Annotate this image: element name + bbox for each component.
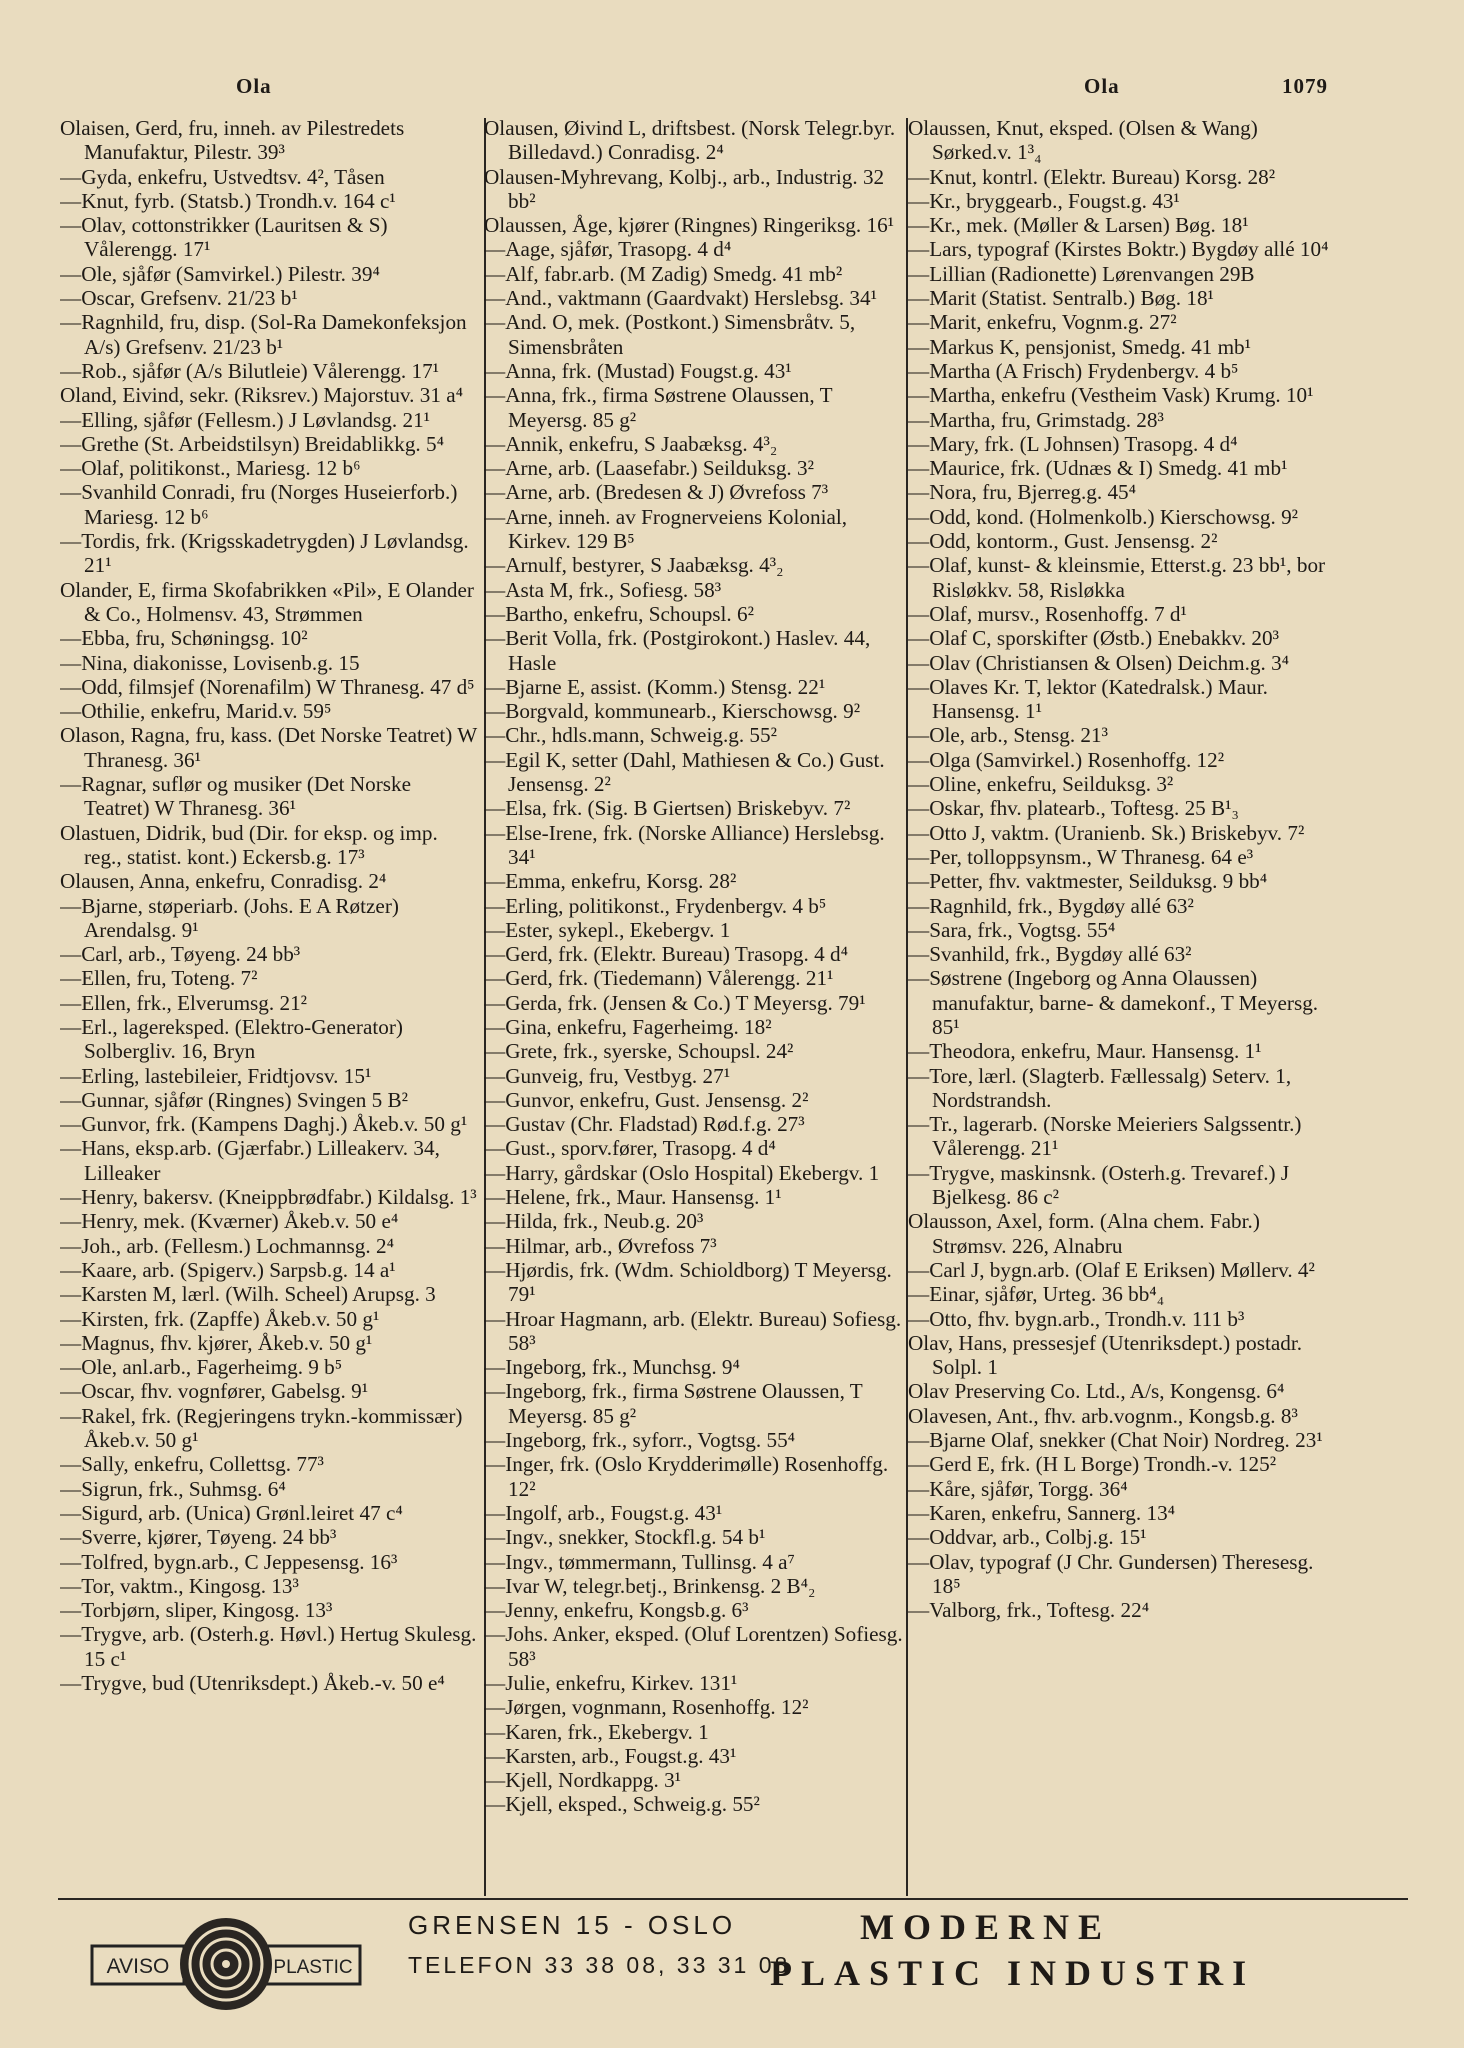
directory-entry: —Hilmar, arb., Øvrefoss 7³	[484, 1233, 717, 1258]
directory-entry: —Lillian (Radionette) Lørenvangen 29B	[908, 261, 1255, 286]
directory-entry: —Ingolf, arb., Fougst.g. 43¹	[484, 1500, 723, 1525]
directory-entry: —Elling, sjåfør (Fellesm.) J Løvlandsg. 21¹	[60, 407, 431, 432]
directory-entry: —Henry, bakersv. (Kneippbrødfabr.) Kildalsg. 1³	[60, 1185, 477, 1210]
directory-entry: —Erling, lastebileier, Fridtjovsv. 15¹	[60, 1063, 372, 1088]
directory-entry: —Kjell, Nordkappg. 3¹	[484, 1768, 682, 1793]
directory-entry: —Anna, frk., firma Søstrene Olaussen, T Meyersg. 85 g²	[484, 383, 833, 432]
directory-entry: —Knut, kontrl. (Elektr. Bureau) Korsg. 28²	[908, 164, 1276, 189]
directory-entry: —Bjarne E, assist. (Komm.) Stensg. 22¹	[484, 674, 826, 699]
directory-entry: —Einar, sjåfør, Urteg. 36 bb⁴₄	[908, 1282, 1165, 1307]
directory-entry: —Harry, gårdskar (Oslo Hospital) Ekebergv. 1	[484, 1160, 880, 1185]
directory-entry: —Tordis, frk. (Krigsskadetrygden) J Løvlandsg. 21¹	[60, 529, 469, 578]
directory-entry: —Grete, frk., syerske, Schoupsl. 24²	[484, 1039, 794, 1064]
directory-entry: —Gina, enkefru, Fagerheimg. 18²	[484, 1014, 772, 1039]
directory-entry: Olavesen, Ant., fhv. arb.vognm., Kongsb.g. 8³	[908, 1403, 1298, 1428]
directory-entry: —Trygve, maskinsnk. (Osterh.g. Trevaref.) J Bjelkesg. 86 c²	[908, 1160, 1290, 1210]
directory-entry: —Sally, enkefru, Collettsg. 77³	[60, 1452, 324, 1477]
directory-entry: —Karen, frk., Ekebergv. 1	[484, 1719, 709, 1744]
directory-entry: —Søstrene (Ingeborg og Anna Olaussen) manufaktur, barne- & damekonf., T Meyersg. 85¹	[908, 966, 1319, 1039]
directory-entry: —Olav, typograf (J Chr. Gundersen) Theresesg. 18⁵	[908, 1549, 1314, 1598]
directory-entry: —Helene, frk., Maur. Hansensg. 1¹	[484, 1185, 782, 1210]
directory-entry: —Martha, enkefru (Vestheim Vask) Krumg. 10¹	[908, 383, 1314, 408]
directory-entry: —Carl, arb., Tøyeng. 24 bb³	[60, 942, 301, 967]
directory-entry: —Othilie, enkefru, Marid.v. 59⁵	[60, 699, 332, 724]
directory-entry: —Joh., arb. (Fellesm.) Lochmannsg. 2⁴	[60, 1233, 394, 1258]
directory-entry: —Arne, arb. (Bredesen & J) Øvrefoss 7³	[484, 480, 829, 505]
directory-entry: —Tolfred, bygn.arb., C Jeppesensg. 16³	[60, 1549, 398, 1574]
directory-entry: —Egil K, setter (Dahl, Mathiesen & Co.) Gust. Jensensg. 2²	[484, 747, 885, 797]
directory-entry: —Oscar, fhv. vognfører, Gabelsg. 9¹	[60, 1379, 369, 1404]
header-right: Ola	[1084, 74, 1120, 98]
directory-entry: —Erling, politikonst., Frydenbergv. 4 b⁵	[484, 893, 827, 918]
column-3	[908, 116, 1330, 1896]
directory-entry: —Ellen, frk., Elverumsg. 21²	[60, 990, 308, 1015]
directory-entry: —Magnus, fhv. kjører, Åkeb.v. 50 g¹	[60, 1330, 373, 1355]
directory-entry: Olausen, Øivind L, driftsbest. (Norsk Telegr.byr. Billedavd.) Conradisg. 2⁴	[484, 116, 896, 165]
directory-entry: —Per, tolloppsynsm., W Thranesg. 64 e³	[908, 844, 1254, 869]
directory-entry: —Julie, enkefru, Kirkev. 131¹	[484, 1671, 738, 1695]
directory-entry: —Gyda, enkefru, Ustvedtsv. 4², Tåsen	[60, 164, 385, 189]
directory-entry: —Anna, frk. (Mustad) Fougst.g. 43¹	[484, 358, 792, 383]
advert-top-rule	[58, 1898, 1408, 1900]
directory-entry: —Otto J, vaktm. (Uranienb. Sk.) Briskebyv. 7²	[908, 820, 1305, 845]
directory-entry: —Svanhild Conradi, fru (Norges Huseierforb.) Mariesg. 12 b⁶	[60, 480, 458, 529]
directory-entry: —Gerd, frk. (Elektr. Bureau) Trasopg. 4 d⁴	[484, 942, 848, 967]
directory-entry: —Gustav (Chr. Fladstad) Rød.f.g. 27³	[484, 1112, 805, 1137]
directory-entry: —Karsten, arb., Fougst.g. 43¹	[484, 1743, 737, 1768]
directory-entry: —Ragnhild, frk., Bygdøy allé 63²	[908, 893, 1194, 918]
directory-entry: —Knut, fyrb. (Statsb.) Trondh.v. 164 c¹	[60, 188, 396, 213]
directory-entry: —Elsa, frk. (Sig. B Giertsen) Briskebyv. 7²	[484, 796, 851, 821]
directory-entry: —Rob., sjåfør (A/s Bilutleie) Vålerengg. 17¹	[60, 358, 440, 383]
directory-entry: Olaisen, Gerd, fru, inneh. av Pilestredets Manufaktur, Pilestr. 39³	[60, 116, 405, 165]
directory-entry: —Maurice, frk. (Udnæs & I) Smedg. 41 mb¹	[908, 456, 1288, 481]
directory-entry: —Oline, enkefru, Seilduksg. 3²	[908, 772, 1174, 797]
directory-entry: —Olaf, mursv., Rosenhoffg. 7 d¹	[908, 601, 1187, 626]
directory-entry: —Tor, vaktm., Kingosg. 13³	[60, 1573, 299, 1598]
column-1	[60, 116, 480, 1896]
directory-entry: —Inger, frk. (Oslo Krydderimølle) Rosenhoffg. 12²	[484, 1452, 889, 1501]
logo-right-text: PLASTIC	[273, 1957, 353, 1978]
directory-entry: —Alf, fabr.arb. (M Zadig) Smedg. 41 mb²	[484, 261, 843, 286]
directory-entry: —Sara, frk., Vogtsg. 55⁴	[908, 917, 1116, 942]
advert-slogan-1: MODERNE	[860, 1907, 1111, 1947]
directory-entry: —Annik, enkefru, S Jaabæksg. 4³₂	[484, 431, 778, 456]
directory-entry: —Chr., hdls.mann, Schweig.g. 55²	[484, 723, 777, 748]
directory-entry: Olason, Ragna, fru, kass. (Det Norske Teatret) W Thranesg. 36¹	[60, 723, 477, 772]
directory-entry: Oland, Eivind, sekr. (Riksrev.) Majorstuv. 31 a⁴	[60, 383, 464, 408]
directory-entry: —Marit (Statist. Sentralb.) Bøg. 18¹	[908, 286, 1214, 311]
aviso-plastic-logo	[86, 1912, 366, 2016]
directory-entry: —Petter, fhv. vaktmester, Seilduksg. 9 bb⁴	[908, 869, 1268, 894]
directory-entry: —Lars, typograf (Kirstes Boktr.) Bygdøy allé 10⁴	[908, 237, 1329, 262]
directory-entry: —Kr., bryggearb., Fougst.g. 43¹	[908, 188, 1180, 213]
directory-entry: —Odd, kond. (Holmenkolb.) Kierschowsg. 9²	[908, 504, 1299, 529]
directory-entry: —Ingv., tømmermann, Tullinsg. 4 a⁷	[484, 1549, 795, 1574]
directory-entry: —Johs. Anker, eksped. (Oluf Lorentzen) Sofiesg. 58³	[484, 1622, 903, 1671]
directory-entry: Olausson, Axel, form. (Alna chem. Fabr.) Strømsv. 226, Alnabru	[908, 1209, 1260, 1258]
directory-entry: —Ragnhild, fru, disp. (Sol-Ra Damekonfeksjon A/s) Grefsenv. 21/23 b¹	[60, 310, 467, 359]
directory-entry: —Odd, kontorm., Gust. Jensensg. 2²	[908, 529, 1218, 554]
directory-entry: —Carl J, bygn.arb. (Olaf E Eriksen) Møllerv. 4²	[908, 1257, 1315, 1282]
advert-slogan-2: PLASTIC INDUSTRI	[770, 1953, 1256, 1993]
directory-entry: —Hroar Hagmann, arb. (Elektr. Bureau) Sofiesg. 58³	[484, 1306, 902, 1355]
directory-entry: —Sverre, kjører, Tøyeng. 24 bb³	[60, 1525, 337, 1550]
directory-entry: —Borgvald, kommunearb., Kierschowsg. 9²	[484, 699, 861, 724]
directory-entry: —And., vaktmann (Gaardvakt) Herslebsg. 34¹	[484, 286, 877, 311]
directory-entry: —Kjell, eksped., Schweig.g. 55²	[484, 1792, 760, 1817]
directory-entry: —Ester, sykepl., Ekebergv. 1	[484, 917, 731, 942]
directory-entry: Olastuen, Didrik, bud (Dir. for eksp. og imp. reg., statist. kont.) Eckersb.g. 17³	[60, 820, 438, 869]
directory-entry: —Tr., lagerarb. (Norske Meieriers Salgssentr.) Vålerengg. 21¹	[908, 1112, 1302, 1161]
directory-entry: —Olaf, kunst- & kleinsmie, Etterst.g. 23 bb¹, bor Risløkkv. 58, Risløkka	[908, 553, 1326, 602]
directory-entry: —Ellen, fru, Toteng. 7²	[60, 966, 258, 991]
directory-entry: —Jenny, enkefru, Kongsb.g. 6³	[484, 1598, 749, 1623]
directory-entry: —Trygve, arb. (Osterh.g. Høvl.) Hertug Skulesg. 15 c¹	[60, 1622, 477, 1671]
directory-entry: —Nina, diakonisse, Lovisenb.g. 15	[60, 650, 360, 675]
directory-entry: Olav, Hans, pressesjef (Utenriksdept.) postadr. Solpl. 1	[908, 1330, 1303, 1380]
directory-entry: —Emma, enkefru, Korsg. 28²	[484, 869, 737, 894]
advert-phone: TELEFON 33 38 08, 33 31 08	[408, 1952, 791, 1978]
directory-entry: —Ole, anl.arb., Fagerheimg. 9 b⁵	[60, 1355, 343, 1380]
directory-entry: —Svanhild, frk., Bygdøy allé 63²	[908, 942, 1192, 967]
directory-entry: —Erl., lagereksped. (Elektro-Generator) Solbergliv. 16, Bryn	[60, 1014, 403, 1064]
header-left: Ola	[236, 74, 272, 98]
directory-entry: —Ebba, fru, Schøningsg. 10²	[60, 626, 308, 651]
directory-entry: —Ivar W, telegr.betj., Brinkensg. 2 B⁴₂	[484, 1573, 816, 1598]
directory-entry: —Hans, eksp.arb. (Gjærfabr.) Lilleakerv. 34, Lilleaker	[60, 1136, 440, 1185]
directory-entry: —Olaves Kr. T, lektor (Katedralsk.) Maur. Hansensg. 1¹	[908, 674, 1268, 724]
directory-entry: —Olav, cottonstrikker (Lauritsen & S) Vålerengg. 17¹	[60, 213, 388, 262]
directory-entry: —Ingeborg, frk., syforr., Vogtsg. 55⁴	[484, 1428, 796, 1453]
directory-entry: —Henry, mek. (Kværner) Åkeb.v. 50 e⁴	[60, 1209, 399, 1234]
directory-entry: —Asta M, frk., Sofiesg. 58³	[484, 577, 722, 602]
directory-entry: —Gerd E, frk. (H L Borge) Trondh.-v. 125²	[908, 1452, 1277, 1477]
advert-address: GRENSEN 15 - OSLO	[408, 1910, 737, 1940]
directory-entry: —Hilda, frk., Neub.g. 20³	[484, 1209, 704, 1234]
directory-entry: —Markus K, pensjonist, Smedg. 41 mb¹	[908, 334, 1251, 359]
directory-entry: —Sigrun, frk., Suhmsg. 6⁴	[60, 1476, 286, 1501]
directory-entry: —Ragnar, suflør og musiker (Det Norske Teatret) W Thranesg. 36¹	[60, 772, 412, 821]
directory-entry: —Olaf C, sporskifter (Østb.) Enebakkv. 20³	[908, 626, 1279, 651]
directory-entry: —And. O, mek. (Postkont.) Simensbråtv. 5, Simensbråten	[484, 310, 856, 359]
directory-entry: —Torbjørn, sliper, Kingosg. 13³	[60, 1598, 333, 1623]
directory-entry: —Jørgen, vognmann, Rosenhoffg. 12²	[484, 1695, 809, 1720]
directory-entry: —Otto, fhv. bygn.arb., Trondh.v. 111 b³	[908, 1306, 1245, 1331]
directory-entry: —Gerd, frk. (Tiedemann) Vålerengg. 21¹	[484, 966, 834, 991]
directory-entry: Olausen-Myhrevang, Kolbj., arb., Industrig. 32 bb²	[484, 164, 885, 213]
directory-entry: —Olaf, politikonst., Mariesg. 12 b⁶	[60, 456, 361, 481]
column-2	[484, 116, 904, 1896]
directory-entry: —Hjørdis, frk. (Wdm. Schioldborg) T Meyersg. 79¹	[484, 1257, 892, 1307]
directory-entry: —Kåre, sjåfør, Torgg. 36⁴	[908, 1476, 1128, 1501]
directory-entry: —Kr., mek. (Møller & Larsen) Bøg. 18¹	[908, 213, 1249, 238]
directory-entry: —Mary, frk. (L Johnsen) Trasopg. 4 d⁴	[908, 431, 1238, 456]
directory-entry: —Olav (Christiansen & Olsen) Deichm.g. 3⁴	[908, 650, 1290, 675]
directory-entry: —Marit, enkefru, Vognm.g. 27²	[908, 310, 1177, 335]
directory-entry: —Karen, enkefru, Sannerg. 13⁴	[908, 1500, 1176, 1525]
directory-entry: —Rakel, frk. (Regjeringens trykn.-kommissær) Åkeb.v. 50 g¹	[60, 1403, 463, 1453]
directory-entry: —Gunnar, sjåfør (Ringnes) Svingen 5 B²	[60, 1087, 408, 1112]
directory-entry: Olausen, Anna, enkefru, Conradisg. 2⁴	[60, 869, 387, 894]
directory-entry: —Ingv., snekker, Stockfl.g. 54 b¹	[484, 1525, 766, 1550]
directory-entry: —Theodora, enkefru, Maur. Hansensg. 1¹	[908, 1039, 1262, 1064]
directory-entry: —Oskar, fhv. platearb., Toftesg. 25 B¹₃	[908, 796, 1239, 821]
directory-entry: —Oddvar, arb., Colbj.g. 15¹	[908, 1525, 1147, 1550]
directory-entry: —Kaare, arb. (Spigerv.) Sarpsb.g. 14 a¹	[60, 1257, 396, 1282]
logo-left-text: AVISO	[106, 1955, 170, 1978]
directory-entry: —Ingeborg, frk., Munchsg. 9⁴	[484, 1355, 740, 1380]
directory-entry: —Olga (Samvirkel.) Rosenhoffg. 12²	[908, 747, 1225, 772]
directory-entry: —Martha (A Frisch) Frydenbergv. 4 b⁵	[908, 358, 1239, 383]
directory-entry: —Sigurd, arb. (Unica) Grønl.leiret 47 c⁴	[60, 1500, 403, 1525]
directory-entry: —Trygve, bud (Utenriksdept.) Åkeb.-v. 50 e⁴	[60, 1671, 445, 1695]
directory-entry: —Valborg, frk., Toftesg. 22⁴	[908, 1598, 1150, 1623]
directory-entry: —Bjarne Olaf, snekker (Chat Noir) Nordreg. 23¹	[908, 1428, 1323, 1453]
directory-entry: —Else-Irene, frk. (Norske Alliance) Herslebsg. 34¹	[484, 820, 885, 869]
directory-entry: —Arne, arb. (Laasefabr.) Seilduksg. 3²	[484, 456, 814, 481]
page-number: 1079	[1282, 74, 1328, 98]
directory-entry: —Aage, sjåfør, Trasopg. 4 d⁴	[484, 237, 732, 262]
directory-entry: —Gunveig, fru, Vestbyg. 27¹	[484, 1063, 731, 1088]
directory-entry: —Gerda, frk. (Jensen & Co.) T Meyersg. 79¹	[484, 990, 866, 1015]
directory-entry: —Gunvor, frk. (Kampens Daghj.) Åkeb.v. 50 g¹	[60, 1112, 468, 1137]
directory-entry: —Berit Volla, frk. (Postgirokont.) Haslev. 44, Hasle	[484, 626, 871, 675]
directory-entry: —Ingeborg, frk., firma Søstrene Olaussen, T Meyersg. 85 g²	[484, 1379, 863, 1428]
directory-entry: Olander, E, firma Skofabrikken «Pil», E Olander & Co., Holmensv. 43, Strømmen	[60, 577, 474, 626]
directory-entry: —Oscar, Grefsenv. 21/23 b¹	[60, 286, 298, 311]
directory-entry: Olav Preserving Co. Ltd., A/s, Kongensg. 6⁴	[908, 1379, 1285, 1404]
directory-entry: —Grethe (St. Arbeidstilsyn) Breidablikkg. 5⁴	[60, 431, 445, 456]
directory-entry: —Karsten M, lærl. (Wilh. Scheel) Arupsg. 3	[60, 1282, 436, 1307]
directory-entry: —Arne, inneh. av Frognerveiens Kolonial, Kirkev. 129 B⁵	[484, 504, 848, 554]
directory-entry: —Arnulf, bestyrer, S Jaabæksg. 4³₂	[484, 553, 784, 578]
directory-entry: —Nora, fru, Bjerreg.g. 45⁴	[908, 480, 1137, 505]
directory-entry: —Kirsten, frk. (Zapffe) Åkeb.v. 50 g¹	[60, 1306, 380, 1331]
directory-entry: —Tore, lærl. (Slagterb. Fællessalg) Seterv. 1, Nordstrandsh.	[908, 1063, 1292, 1112]
directory-entry: —Bartho, enkefru, Schoupsl. 6²	[484, 601, 754, 626]
directory-entry: —Gust., sporv.fører, Trasopg. 4 d⁴	[484, 1136, 776, 1161]
directory-entry: —Ole, arb., Stensg. 21³	[908, 723, 1108, 748]
directory-entry: —Gunvor, enkefru, Gust. Jensensg. 2²	[484, 1087, 809, 1112]
directory-entry: —Bjarne, støperiarb. (Johs. E A Røtzer) Arendalsg. 9¹	[60, 893, 399, 942]
directory-entry: —Martha, fru, Grimstadg. 28³	[908, 407, 1164, 432]
directory-entry: Olaussen, Knut, eksped. (Olsen & Wang) Sørked.v. 1³₄	[908, 116, 1258, 165]
directory-entry: —Odd, filmsjef (Norenafilm) W Thranesg. 47 d⁵	[60, 674, 475, 699]
directory-entry: —Ole, sjåfør (Samvirkel.) Pilestr. 39⁴	[60, 261, 380, 286]
directory-entry: Olaussen, Åge, kjører (Ringnes) Ringeriksg. 16¹	[484, 213, 895, 238]
